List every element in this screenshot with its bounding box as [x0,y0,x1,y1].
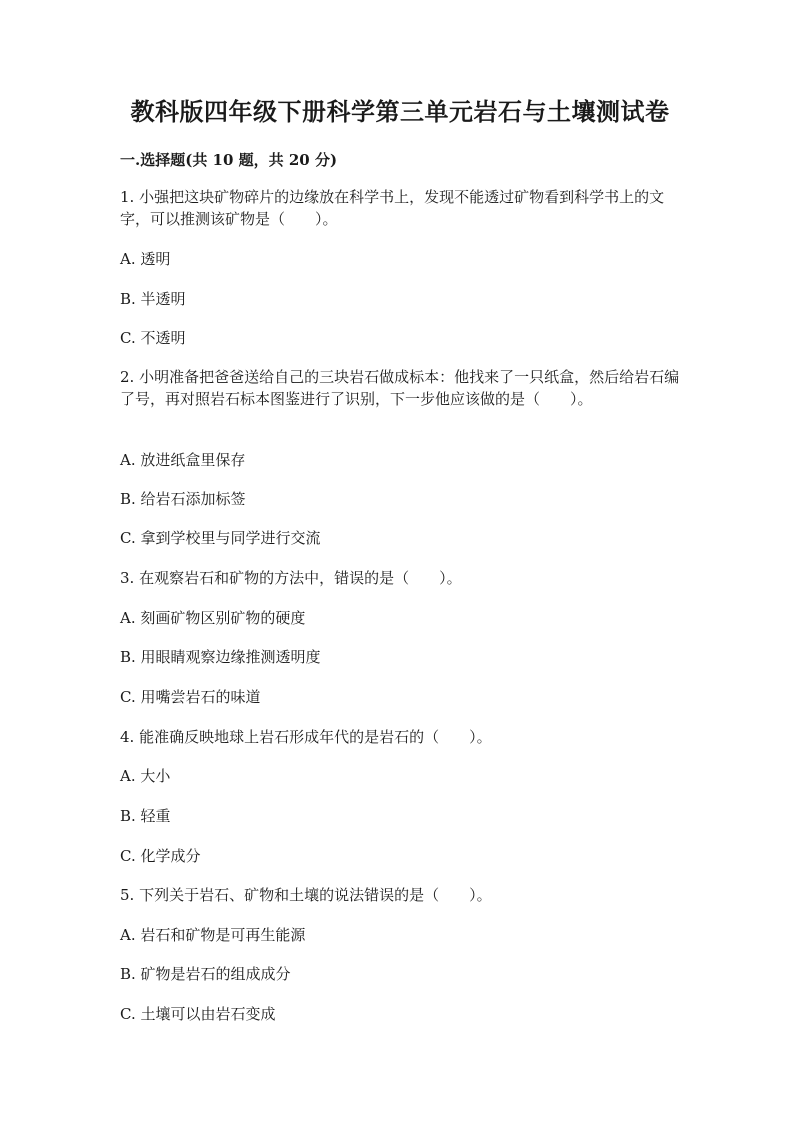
question-4-option-b: B. 轻重 [120,807,171,825]
question-1-option-a: A. 透明 [120,250,171,268]
question-2-stem: 2. 小明准备把爸爸送给自己的三块岩石做成标本：他找来了一只纸盒，然后给岩石编了号，再对照岩石标本图鉴进行了识别，下一步他应该做的是（ ）。 [120,368,680,408]
question-3-option-a: A. 刻画矿物区别矿物的硬度 [120,609,306,627]
question-5-option-c: C. 土壤可以由岩石变成 [120,1005,276,1023]
question-1-option-b: B. 半透明 [120,290,186,308]
question-3-stem: 3. 在观察岩石和矿物的方法中，错误的是（ ）。 [120,569,462,587]
question-1-stem: 1. 小强把这块矿物碎片的边缘放在科学书上，发现不能透过矿物看到科学书上的文字，可以推测该矿物是（ ）。 [120,188,665,228]
question-1-option-c: C. 不透明 [120,329,186,347]
question-2-option-b: B. 给岩石添加标签 [120,490,246,508]
question-4-option-a: A. 大小 [120,767,171,785]
question-2-option-a: A. 放进纸盒里保存 [120,451,246,469]
question-2-option-c: C. 拿到学校里与同学进行交流 [120,529,321,547]
question-5-stem: 5. 下列关于岩石、矿物和土壤的说法错误的是（ ）。 [120,886,492,904]
question-5-option-a: A. 岩石和矿物是可再生能源 [120,926,306,944]
section-heading: 一.选择题(共 10 题，共 20 分) [120,151,338,169]
question-5-option-b: B. 矿物是岩石的组成成分 [120,965,291,983]
question-3-option-c: C. 用嘴尝岩石的味道 [120,688,261,706]
question-3-option-b: B. 用眼睛观察边缘推测透明度 [120,648,321,666]
exam-title: 教科版四年级下册科学第三单元岩石与土壤测试卷 [130,97,670,126]
question-4-stem: 4. 能准确反映地球上岩石形成年代的是岩石的（ ）。 [120,728,492,746]
question-4-option-c: C. 化学成分 [120,847,201,865]
